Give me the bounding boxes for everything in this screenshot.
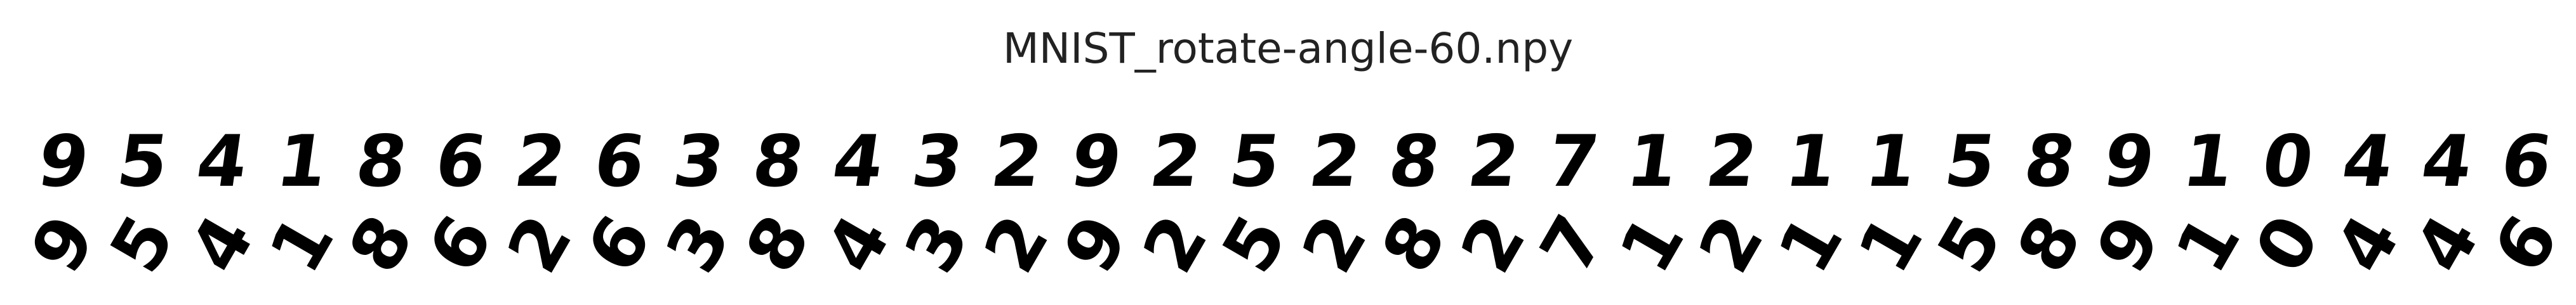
original-digit-image <box>982 117 1052 206</box>
rotated-digit-glyph: 1 <box>1604 202 1701 287</box>
original-digit-glyph: 6 <box>2495 120 2557 203</box>
rotated-digit-image <box>1604 200 1701 289</box>
rotated-digit-image <box>2240 200 2337 289</box>
rotated-digit-image <box>15 200 112 289</box>
original-digit-glyph: 4 <box>192 120 253 203</box>
original-digit-row <box>29 117 2561 206</box>
rotated-digit-image <box>1365 200 1463 289</box>
rotated-digit-glyph: 2 <box>1127 202 1224 287</box>
rotated-digit-image <box>2002 200 2098 289</box>
rotated-digit-glyph: 4 <box>174 202 271 287</box>
original-digit-image <box>903 117 973 206</box>
rotated-digit-image <box>413 200 509 289</box>
rotated-digit-image <box>889 200 986 289</box>
original-digit-glyph: 1 <box>1781 120 1842 203</box>
rotated-digit-glyph: 3 <box>889 202 986 287</box>
rotated-digit-glyph: 8 <box>333 202 430 287</box>
original-digit-glyph: 9 <box>1065 120 1127 203</box>
original-digit-image <box>1141 117 1211 206</box>
rotated-digit-glyph: 1 <box>253 202 350 287</box>
original-digit-image <box>2015 117 2085 206</box>
original-digit-glyph: 3 <box>668 120 730 203</box>
original-digit-image <box>2094 117 2164 206</box>
original-digit-glyph: 2 <box>986 120 1047 203</box>
rotated-digit-image <box>1286 200 1383 289</box>
rotated-digit-image <box>730 200 827 289</box>
original-digit-glyph: 8 <box>2019 120 2081 203</box>
original-digit-glyph: 6 <box>430 120 491 203</box>
rotated-digit-glyph: 2 <box>969 202 1065 287</box>
rotated-digit-image <box>1763 200 1860 289</box>
original-digit-image <box>1935 117 2005 206</box>
rotated-digit-image <box>253 200 350 289</box>
original-digit-image <box>108 117 178 206</box>
original-digit-image <box>1379 117 1449 206</box>
rotated-digit-glyph: 5 <box>1207 202 1304 287</box>
rotated-digit-image <box>809 200 906 289</box>
rotated-digit-glyph: 8 <box>1365 202 1463 287</box>
original-digit-glyph: 0 <box>2257 120 2319 203</box>
original-digit-image <box>1776 117 1846 206</box>
original-digit-glyph: 8 <box>748 120 809 203</box>
rotated-digit-glyph: 3 <box>651 202 748 287</box>
rotated-digit-image <box>1127 200 1224 289</box>
rotated-digit-glyph: 6 <box>571 202 668 287</box>
original-digit-image <box>347 117 416 206</box>
original-digit-glyph: 2 <box>509 120 571 203</box>
original-digit-image <box>1697 117 1767 206</box>
original-digit-glyph: 4 <box>2416 120 2478 203</box>
original-digit-image <box>426 117 496 206</box>
original-digit-image <box>29 117 98 206</box>
original-digit-glyph: 5 <box>112 120 174 203</box>
original-digit-image <box>2492 117 2561 206</box>
original-digit-glyph: 8 <box>350 120 412 203</box>
rotated-digit-image <box>95 200 191 289</box>
original-digit-image <box>2412 117 2482 206</box>
rotated-digit-image <box>651 200 748 289</box>
rotated-digit-image <box>492 200 588 289</box>
rotated-digit-image <box>1842 200 1939 289</box>
rotated-digit-image <box>2081 200 2177 289</box>
rotated-digit-glyph: 5 <box>1922 202 2019 287</box>
rotated-digit-glyph: 2 <box>492 202 588 287</box>
rotated-digit-glyph: 5 <box>95 202 191 287</box>
rotated-digit-glyph: 6 <box>413 202 509 287</box>
rotated-digit-glyph: 9 <box>2081 202 2177 287</box>
original-digit-glyph: 5 <box>1225 120 1286 203</box>
rotated-digit-image <box>2398 200 2495 289</box>
original-digit-glyph: 9 <box>2098 120 2160 203</box>
original-digit-image <box>823 117 893 206</box>
rotated-digit-image <box>1048 200 1145 289</box>
original-digit-glyph: 1 <box>2178 120 2240 203</box>
original-digit-image <box>585 117 654 206</box>
rotated-digit-glyph: 9 <box>15 202 112 287</box>
original-digit-glyph: 8 <box>1383 120 1445 203</box>
rotated-digit-glyph: 8 <box>2002 202 2098 287</box>
rotated-digit-glyph: 4 <box>2398 202 2495 287</box>
original-digit-glyph: 9 <box>32 120 95 203</box>
original-digit-glyph: 3 <box>906 120 968 203</box>
original-digit-glyph: 4 <box>2337 120 2398 203</box>
original-digit-image <box>1300 117 1370 206</box>
rotated-digit-image <box>571 200 668 289</box>
original-digit-image <box>505 117 575 206</box>
rotated-digit-glyph: 4 <box>809 202 906 287</box>
original-digit-glyph: 2 <box>1463 120 1524 203</box>
original-digit-image <box>1856 117 1926 206</box>
original-digit-image <box>1061 117 1131 206</box>
rotated-digit-image <box>2160 200 2257 289</box>
rotated-digit-image <box>2319 200 2416 289</box>
original-digit-image <box>664 117 734 206</box>
rotated-digit-glyph: 2 <box>1286 202 1383 287</box>
rotated-digit-glyph: 7 <box>1525 202 1621 287</box>
rotated-digit-image <box>333 200 430 289</box>
original-digit-glyph: 2 <box>1304 120 1365 203</box>
rotated-digit-glyph: 6 <box>2478 202 2575 287</box>
rotated-digit-glyph: 8 <box>730 202 827 287</box>
rotated-digit-image <box>174 200 271 289</box>
original-digit-glyph: 4 <box>827 120 889 203</box>
rotated-digit-glyph: 2 <box>1445 202 1542 287</box>
original-digit-image <box>1617 117 1687 206</box>
rotated-digit-glyph: 4 <box>2319 202 2416 287</box>
original-digit-image <box>743 117 813 206</box>
original-digit-glyph: 1 <box>1622 120 1683 203</box>
original-digit-glyph: 6 <box>588 120 651 203</box>
rotated-digit-image <box>1683 200 1781 289</box>
original-digit-glyph: 7 <box>1542 120 1604 203</box>
rotated-digit-image <box>1922 200 2019 289</box>
original-digit-image <box>1459 117 1529 206</box>
original-digit-image <box>2174 117 2243 206</box>
original-digit-image <box>1538 117 1608 206</box>
rotated-digit-glyph: 9 <box>1048 202 1145 287</box>
original-digit-glyph: 1 <box>271 120 333 203</box>
rotated-digit-glyph: 1 <box>2160 202 2257 287</box>
rotated-digit-row <box>15 200 2575 289</box>
rotated-digit-image <box>2478 200 2575 289</box>
original-digit-glyph: 2 <box>1701 120 1763 203</box>
original-digit-image <box>267 117 336 206</box>
rotated-digit-glyph: 1 <box>1763 202 1860 287</box>
original-digit-image <box>187 117 257 206</box>
original-digit-glyph: 2 <box>1145 120 1207 203</box>
rotated-digit-image <box>969 200 1065 289</box>
original-digit-glyph: 5 <box>1939 120 2001 203</box>
rotated-digit-glyph: 0 <box>2240 202 2337 287</box>
original-digit-glyph: 1 <box>1860 120 1922 203</box>
rotated-digit-glyph: 1 <box>1842 202 1939 287</box>
original-digit-image <box>2253 117 2323 206</box>
original-digit-image <box>1220 117 1290 206</box>
rotated-digit-glyph: 2 <box>1683 202 1781 287</box>
rotated-digit-image <box>1525 200 1621 289</box>
rotated-digit-image <box>1207 200 1304 289</box>
original-digit-image <box>2333 117 2403 206</box>
figure-title: MNIST_rotate-angle-60.npy <box>1002 24 1574 73</box>
rotated-digit-image <box>1445 200 1542 289</box>
